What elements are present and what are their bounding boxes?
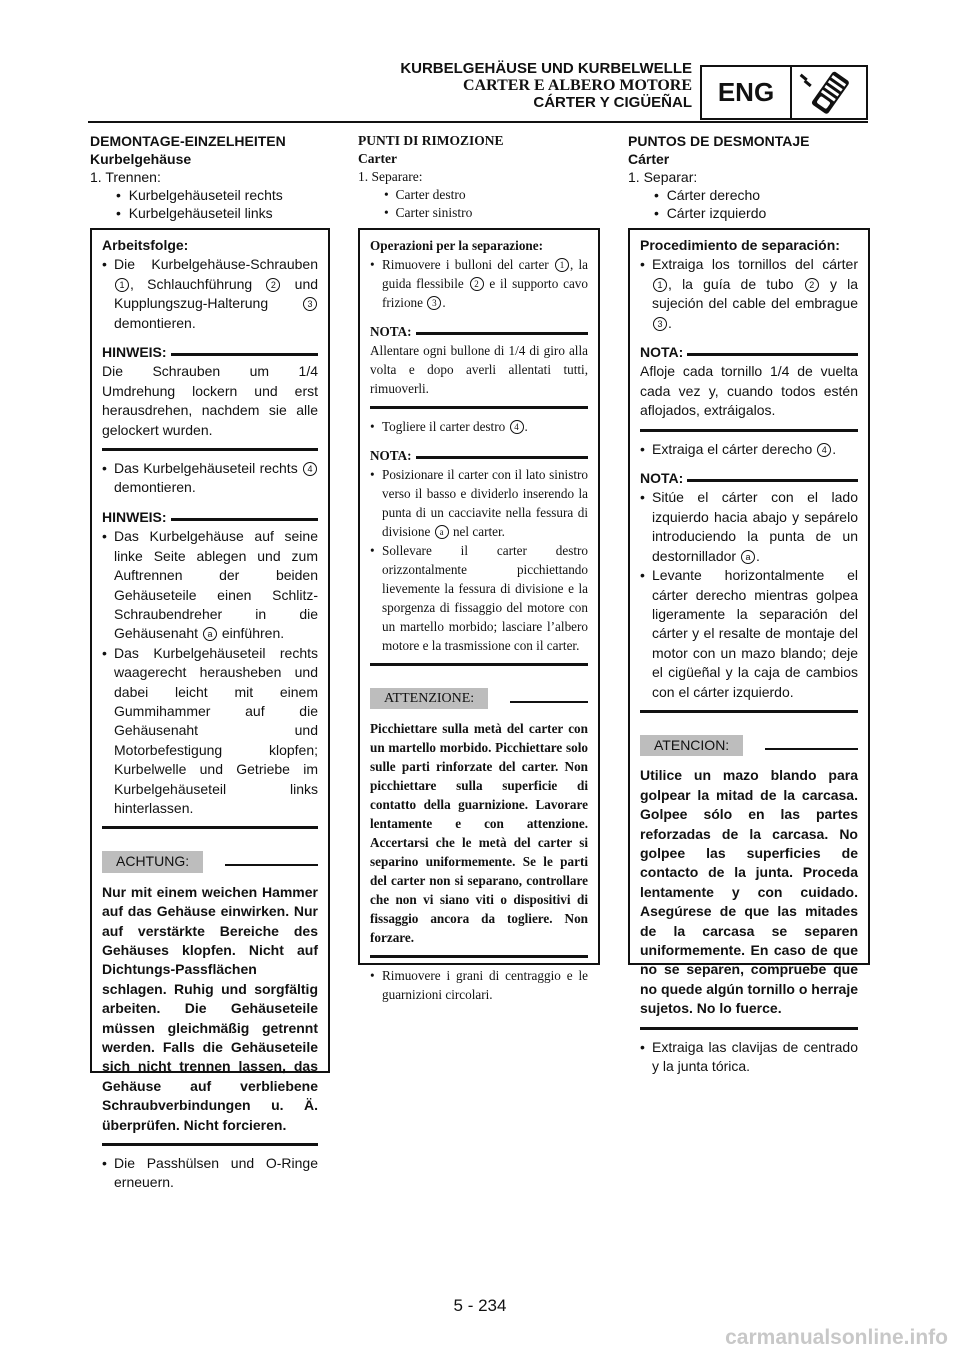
procedure-step: • Togliere il carter destro 4 . [370, 419, 528, 434]
warning-text: Utilice un mazo blando para golpear la mitad de la carcasa. Golpee sólo en las partes reforzadas de la carcasa. No golpee las superficies de contacto de la junta. Proceda lentamente y con cuidado. Asegúrese de que las mitades de la carcasa se separen uniformemente. En caso de que no se separen, compruebe que no quede algún tornillo o herraje sujetos. No lo fuerce. [640, 767, 858, 1017]
list-item: • Cárter izquierdo [654, 205, 767, 221]
eng-label: ENG [702, 67, 792, 118]
section-title-de: DEMONTAGE-EINZELHEITEN [90, 133, 286, 149]
note-text: Allentare ogni bullone di 1/4 di giro alla volta e dopo averli allentati tutti, rimuoverli. [370, 343, 588, 396]
column-it [358, 132, 598, 222]
watermark: carmanualsonline.info [725, 1326, 948, 1349]
note-item: • Das Kurbelgehäuseteil rechts waagerecht herausheben und dabei leicht mit einem Gummihammer auf die Gehäusenaht und Motorbefestigung klopfen; Kurbelwelle und Getriebe im Kurbelgehäuseteil links hinterlassen. [102, 644, 318, 816]
section-title-it: PUNTI DI RIMOZIONE [358, 133, 504, 148]
list-item: • Carter destro [384, 187, 466, 202]
procedure-step: • Extraiga las clavijas de centrado y la junta tórica. [640, 1038, 858, 1075]
note-item: • Posizionare il carter con il lato sinistro verso il basso e dividerlo inserendo la punta di un cacciavite nella fessura di divisione a nel carter. [370, 467, 588, 539]
warning-text: Picchiettare sulla metà del carter con un martello morbido. Picchiettare solo sulle parti rinforzate del carter. Non picchiettare sulla superficie di contatto della guarnizione. Lavorare lentamente e con attenzione. Accertarsi che le metà del carter si separino uniformemente. Se le parti del carter non si separano, controllare che non vi siano viti o dispositivi di fissaggio ancora da togliere. Non forzare. [370, 721, 588, 945]
divider [102, 826, 318, 829]
procedure-box-es [628, 228, 870, 1075]
procedure-step: • Die Kurbelgehäuse-Schrauben 1 , Schlauchführung 2 und Kupplungszug-Halterung 3 demontieren. [102, 256, 319, 331]
procedure-box-de [90, 228, 330, 1191]
divider [370, 663, 588, 666]
header-title-it: CARTER E ALBERO MOTORE [463, 77, 692, 94]
note-header: NOTA: [370, 446, 588, 465]
procedure-box-it [358, 228, 600, 1002]
warning-header: ATTENZIONE: [370, 688, 588, 709]
divider [370, 955, 588, 958]
divider [370, 406, 588, 409]
step-it: 1. Separare: [358, 169, 423, 184]
divider [640, 429, 858, 432]
procedure-step: • Die Passhülsen und O-Ringe erneuern. [102, 1155, 318, 1191]
note-item: • Das Kurbelgehäuse auf seine linke Seite ablegen und zum Auftrennen der beiden Gehäuseteile einen Schlitz-Schraubendreher in die Gehäusenaht a einführen. [102, 528, 318, 642]
step-de: 1. Trennen: [90, 169, 161, 185]
header-rule [88, 121, 868, 123]
list-item: • Cárter derecho [654, 187, 761, 203]
warning-text: Nur mit einem weichen Hammer auf das Gehäuse einwirken. Nur auf verstärkte Bereiche des Gehäuses klopfen. Nicht auf Dichtungs-Passflächen schlagen. Ruhig und sorgfältig arbeiten. Die Gehäuseteile müssen gleichmäßig getrennt werden. Falls die Gehäuseteile sich nicht trennen lassen, das Gehäuse auf verbliebene Schraubverbindungen u. Ä. überprüfen. Nicht forcieren. [102, 883, 318, 1133]
eng-badge [700, 65, 868, 120]
header-title-es: CÁRTER Y CIGÜEÑAL [533, 94, 692, 111]
note-header: NOTA: [370, 322, 588, 341]
engine-wrench-icon [792, 67, 866, 118]
subsection-title-it: Carter [358, 151, 397, 166]
note-header: HINWEIS: [102, 508, 318, 527]
note-text: Die Schrauben um 1/4 Umdrehung lockern und erst herausdrehen, nachdem sie alle gelockert wurden. [102, 363, 318, 438]
procedure-step: • Das Kurbelgehäuseteil rechts 4 demontieren. [102, 459, 318, 498]
procedure-step: • Extraiga el cárter derecho 4 . [640, 440, 837, 457]
procedure-title-de: Arbeitsfolge: [102, 237, 189, 253]
list-item: • Carter sinistro [384, 205, 473, 220]
divider [640, 1027, 858, 1030]
procedure-step: • Rimuovere i bulloni del carter 1 , la guida flessibile 2 e il supporto cavo frizione 3 . [370, 257, 589, 310]
list-item: • Kurbelgehäuseteil links [116, 205, 273, 221]
divider [640, 710, 858, 713]
step-es: 1. Separar: [628, 169, 698, 185]
note-text: Afloje cada tornillo 1/4 de vuelta cada vez y, cuando todos estén aflojados, extráigalos. [640, 363, 858, 419]
list-item: • Kurbelgehäuseteil rechts [116, 187, 283, 203]
page-number: 5 - 234 [453, 1296, 507, 1315]
warning-header: ATENCION: [640, 735, 858, 756]
column-de [90, 132, 330, 222]
note-item: • Levante horizontalmente el cárter derecho mientras golpea ligeramente la separación del cárter y el resalte de montaje del motor con un mazo blando; deje el cigüeñal y la caja de cambios con el cárter izquierdo. [640, 567, 858, 700]
note-header: NOTA: [640, 469, 858, 488]
divider [102, 448, 318, 451]
procedure-step: • Rimuovere i grani di centraggio e le guarnizioni circolari. [370, 968, 588, 1002]
subsection-title-de: Kurbelgehäuse [90, 151, 192, 167]
note-header: NOTA: [640, 343, 858, 362]
procedure-title-es: Procedimiento de separación: [640, 237, 840, 253]
divider [102, 1143, 318, 1146]
subsection-title-es: Cárter [628, 151, 670, 167]
column-es [628, 132, 868, 222]
header-title-de: KURBELGEHÄUSE UND KURBELWELLE [400, 60, 692, 77]
note-item: • Sollevare il carter destro orizzontalmente picchiettando lievemente la fessura di divisione e la sporgenza di fissaggio del motore con un martello morbido; lasciare l’albero motore e la trasmissione con il carter. [370, 543, 588, 653]
note-header: HINWEIS: [102, 343, 318, 362]
note-item: • Sitúe el cárter con el lado izquierdo hacia abajo y sepárelo introduciendo la punta de un destornillador a . [640, 489, 858, 564]
section-title-es: PUNTOS DE DESMONTAJE [628, 133, 810, 149]
procedure-step: • Extraiga los tornillos del cárter 1 , la guía de tubo 2 y la sujeción del cable del embrague 3 . [640, 256, 859, 331]
procedure-title-it: Operazioni per la separazione: [370, 238, 544, 253]
header-titles [400, 60, 692, 111]
warning-header: ACHTUNG: [102, 851, 318, 872]
